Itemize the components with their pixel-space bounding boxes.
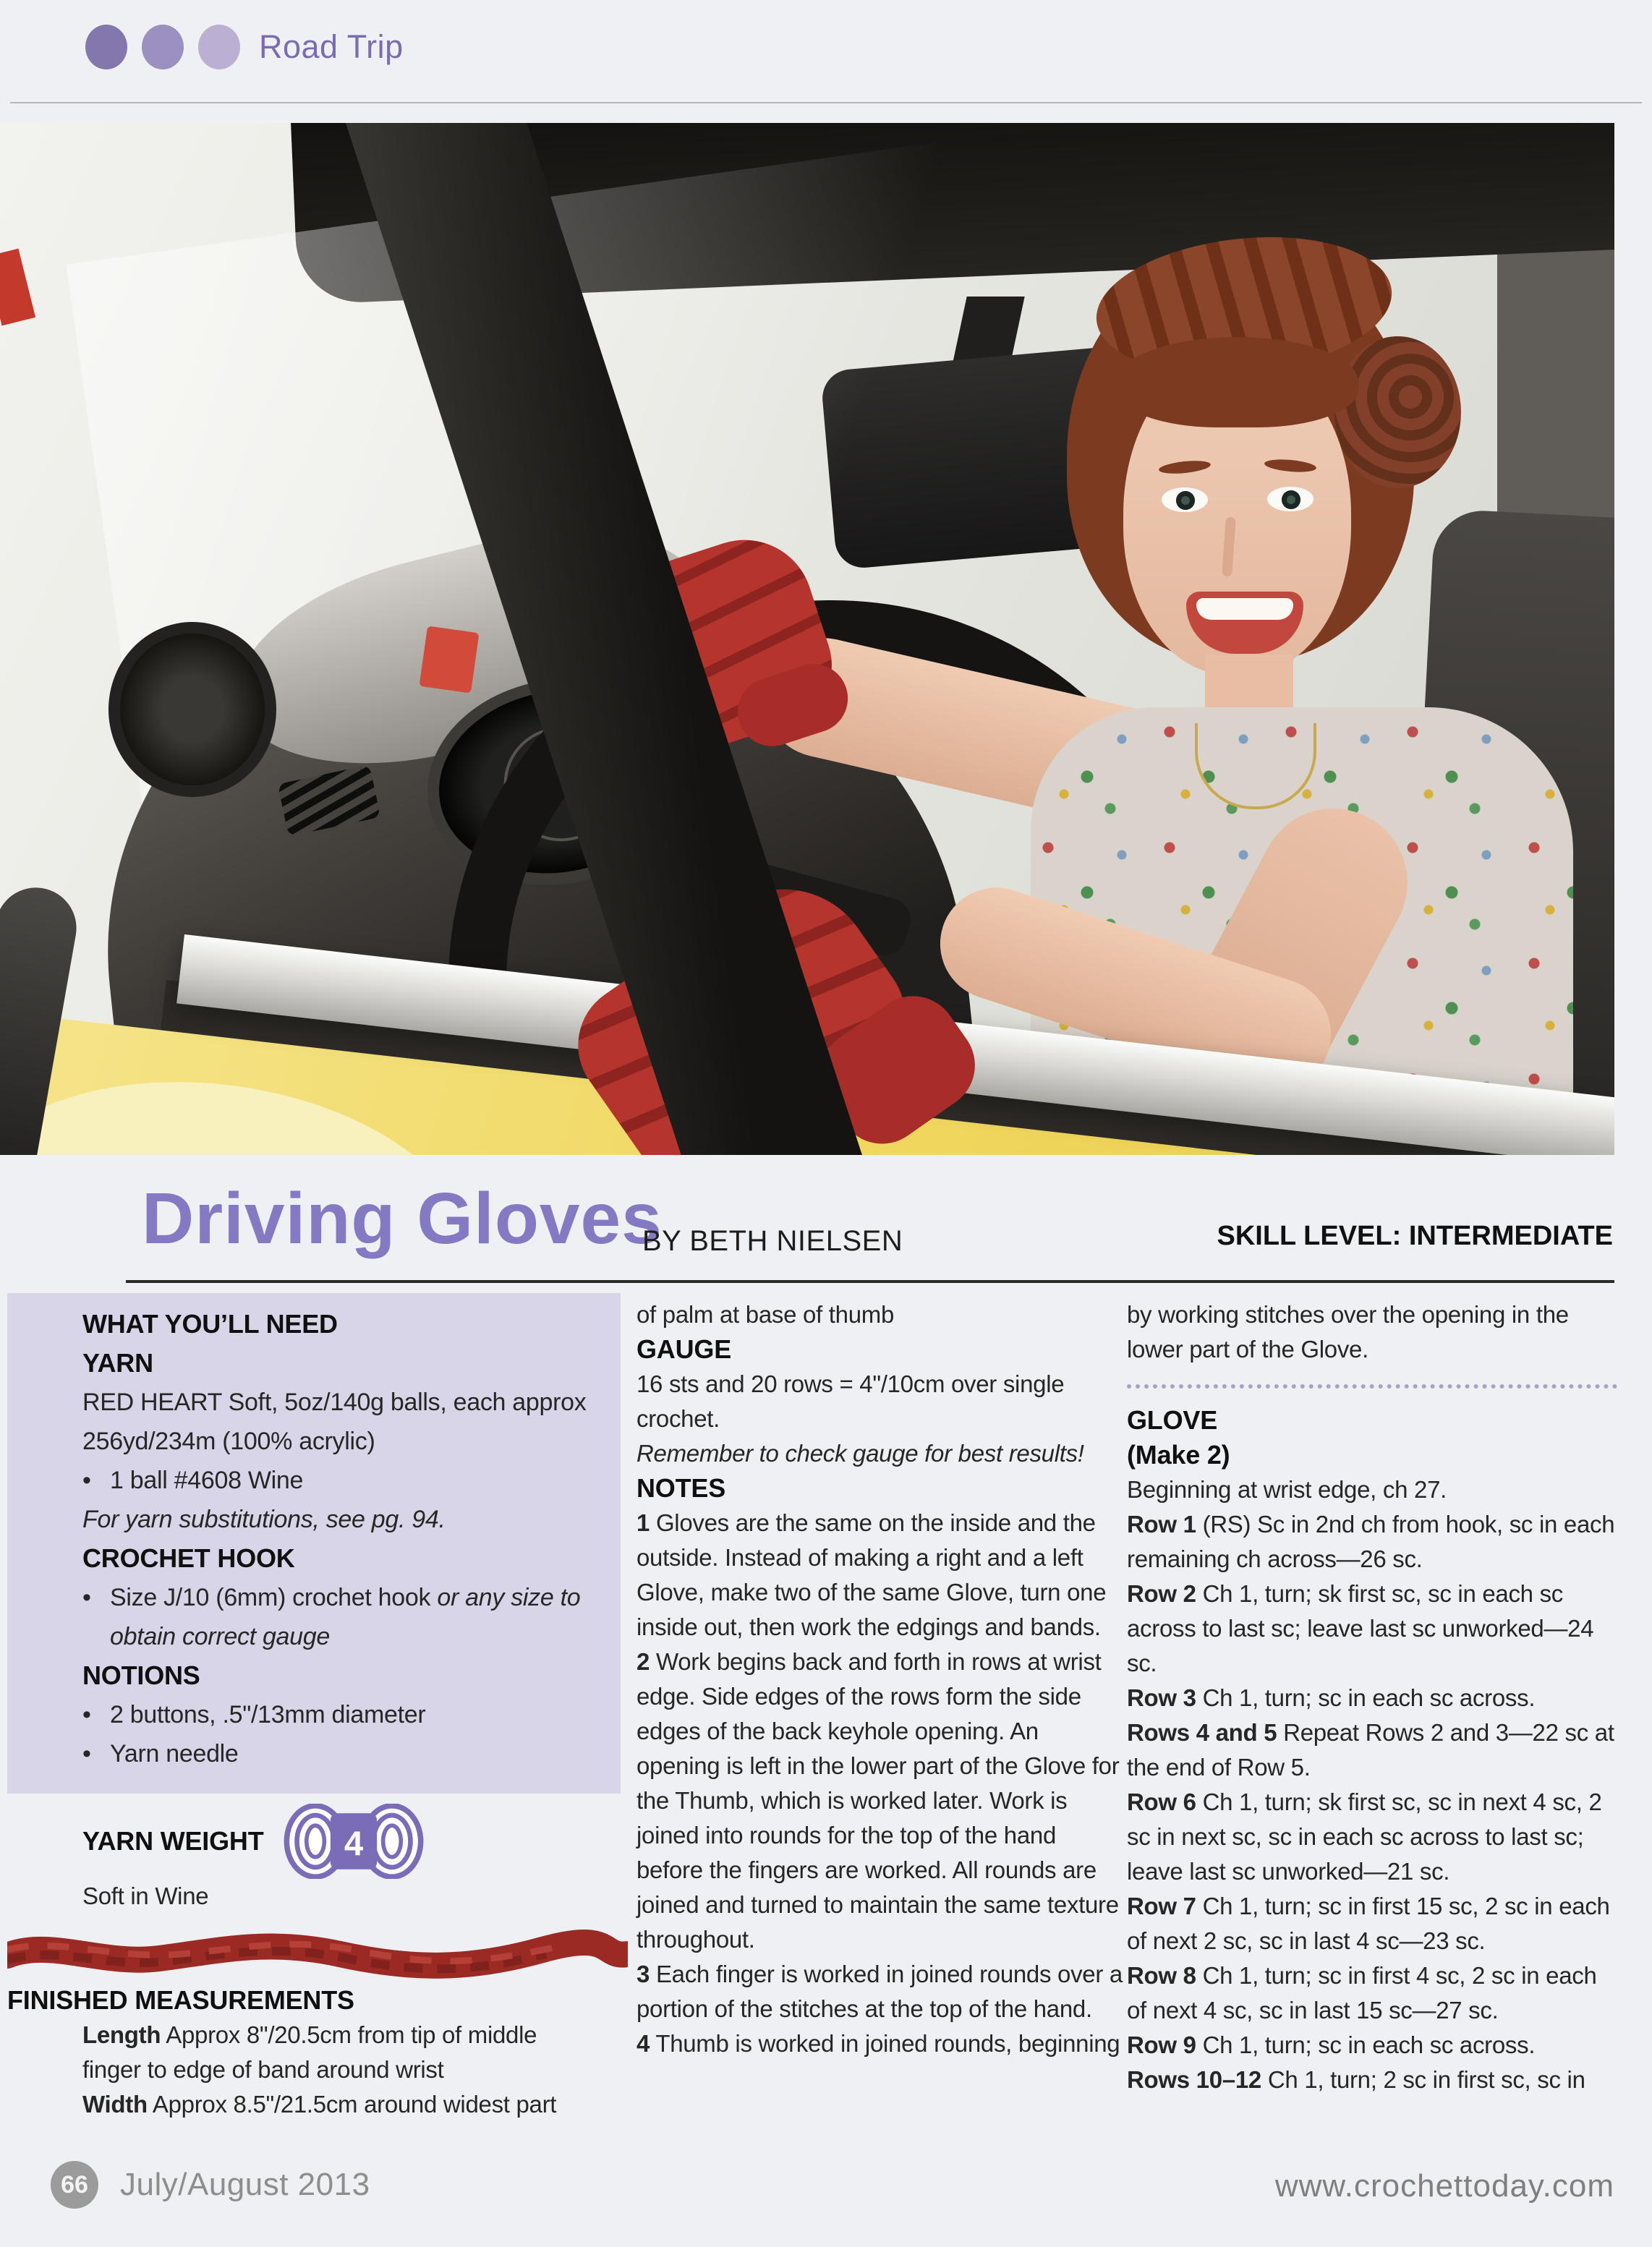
header-divider xyxy=(10,102,1642,103)
page-number-badge: 66 xyxy=(51,2161,98,2209)
bullet-icon: • xyxy=(82,1740,91,1768)
driver-iris xyxy=(1176,491,1195,510)
brand-dots-icon xyxy=(85,25,240,69)
pattern-intro: Beginning at wrist edge, ch 27. xyxy=(1127,1476,1447,1503)
bullet-icon: • xyxy=(82,1467,91,1494)
brand-dot-icon xyxy=(85,25,127,69)
yarn-weight-4-icon xyxy=(283,1804,425,1879)
svg-text:4: 4 xyxy=(344,1824,363,1863)
notions-bullet: • Yarn needle xyxy=(82,1734,603,1773)
notions-bullet: • 2 buttons, .5"/13mm diameter xyxy=(82,1695,603,1734)
gauge-note: Remember to check gauge for best results! xyxy=(636,1440,1084,1467)
note-item: 2 Work begins back and forth in rows at wrist edge. Side edges of the rows form the side edges of the back keyhole opening. An opening is left in the lower part of the Glove for the Thumb, which is worked later. Work is joined into rounds for the top of the hand before the fingers are worked. All rounds are joined and turned to maintain the same texture throughout. xyxy=(636,1648,1120,1953)
issue-date: July/August 2013 xyxy=(120,2167,370,2202)
notions-heading: NOTIONS xyxy=(82,1660,200,1690)
pattern-row: Row 2 Ch 1, turn; sk first sc, sc in each sc across to last sc; leave last sc unworked—24 sc. xyxy=(1127,1580,1594,1676)
driver-hair-bun xyxy=(1334,336,1461,488)
materials-column xyxy=(7,1293,621,2122)
brand-dot-icon xyxy=(142,25,184,69)
driver-teeth xyxy=(1196,598,1293,620)
skill-level: SKILL LEVEL: INTERMEDIATE xyxy=(1217,1221,1613,1251)
bullet-icon: • xyxy=(82,1701,91,1728)
yarn-description: RED HEART Soft, 5oz/140g balls, each approx 256yd/234m (100% acrylic) xyxy=(82,1389,587,1455)
crochet-hook-heading: CROCHET HOOK xyxy=(82,1543,295,1573)
hook-bullet: • Size J/10 (6mm) crochet hook or any size to obtain correct gauge xyxy=(82,1578,603,1656)
gauge-text: 16 sts and 20 rows = 4"/10cm over single crochet. xyxy=(636,1370,1065,1432)
driver-iris xyxy=(1282,490,1300,509)
page-title: Driving Gloves xyxy=(142,1178,663,1259)
pattern-row: Row 3 Ch 1, turn; sc in each sc across. xyxy=(1127,1684,1536,1711)
pattern-row: Rows 4 and 5 Repeat Rows 2 and 3—22 sc at the end of Row 5. xyxy=(1127,1719,1614,1781)
title-divider xyxy=(126,1280,1614,1283)
yarn-strand-photo xyxy=(7,1925,628,1983)
glove-make-count: (Make 2) xyxy=(1127,1440,1230,1470)
pattern-row: Row 6 Ch 1, turn; sk first sc, sc in next 4 sc, 2 sc in next sc, sc in each sc across to last sc; leave last sc unworked—21 sc. xyxy=(1127,1788,1602,1885)
hero-photo xyxy=(0,123,1614,1155)
measurement-continuation: of palm at base of thumb xyxy=(636,1301,895,1328)
measurement-length: Length Approx 8"/20.5cm from tip of middle finger to edge of band around wrist xyxy=(82,2021,537,2083)
pattern-row: Row 8 Ch 1, turn; sc in first 4 sc, 2 sc in each of next 4 sc, sc in last 15 sc—27 sc. xyxy=(1127,1962,1597,2024)
what-youll-need-box xyxy=(7,1293,621,1794)
driver-eye xyxy=(1162,487,1208,512)
note-item: 4 Thumb is worked in joined rounds, beginning xyxy=(636,2030,1120,2057)
measurement-width: Width Approx 8.5"/21.5cm around widest part xyxy=(82,2091,557,2118)
driver-eye xyxy=(1267,487,1313,511)
pattern-row: Row 1 (RS) Sc in 2nd ch from hook, sc in each remaining ch across—26 sc. xyxy=(1127,1511,1615,1572)
gauge-heading: GAUGE xyxy=(636,1334,732,1364)
pattern-row: Rows 10–12 Ch 1, turn; 2 sc in first sc, sc in xyxy=(1127,2066,1585,2093)
section-label: Road Trip xyxy=(259,28,404,65)
section-header xyxy=(85,25,404,69)
pattern-column xyxy=(1127,1297,1617,2097)
bullet-icon: • xyxy=(82,1584,91,1611)
gauge-notes-column xyxy=(636,1297,1125,2061)
what-youll-need-heading: WHAT YOU’LL NEED xyxy=(82,1309,338,1339)
glove-heading: GLOVE xyxy=(1127,1405,1218,1435)
dotted-divider xyxy=(1127,1384,1617,1389)
yarn-weight-heading: YARN WEIGHT xyxy=(82,1826,264,1856)
notes-continuation: by working stitches over the opening in the lower part of the Glove. xyxy=(1127,1301,1569,1363)
byline: BY BETH NIELSEN xyxy=(642,1225,903,1257)
driver-hairline xyxy=(1116,337,1358,427)
note-item: 1 Gloves are the same on the inside and the outside. Instead of making a right and a left Glove, make two of the same Glove, turn one inside out, then work the edgings and bands. xyxy=(636,1509,1107,1640)
red-edge-tag xyxy=(0,249,35,326)
brand-dot-icon xyxy=(198,25,240,69)
website-url: www.crochettoday.com xyxy=(1274,2168,1614,2204)
pattern-row: Row 9 Ch 1, turn; sc in each sc across. xyxy=(1127,2031,1536,2058)
note-item: 3 Each finger is worked in joined rounds over a portion of the stitches at the top of the hand. xyxy=(636,1961,1123,2022)
yarn-bullet: • 1 ball #4608 Wine xyxy=(82,1461,603,1500)
yarn-heading: YARN xyxy=(82,1348,153,1378)
notes-heading: NOTES xyxy=(636,1473,726,1503)
air-vent xyxy=(108,622,276,797)
pattern-row: Row 7 Ch 1, turn; sc in first 15 sc, 2 sc in each of next 2 sc, sc in last 4 sc—23 sc. xyxy=(1127,1893,1610,1954)
finished-measurements-heading: FINISHED MEASUREMENTS xyxy=(7,1985,354,2015)
yarn-substitution-note: For yarn substitutions, see pg. 94. xyxy=(82,1506,446,1533)
yarn-weight-row xyxy=(82,1804,621,1879)
windshield-sticker xyxy=(420,626,480,693)
yarn-weight-value: Soft in Wine xyxy=(82,1883,209,1909)
